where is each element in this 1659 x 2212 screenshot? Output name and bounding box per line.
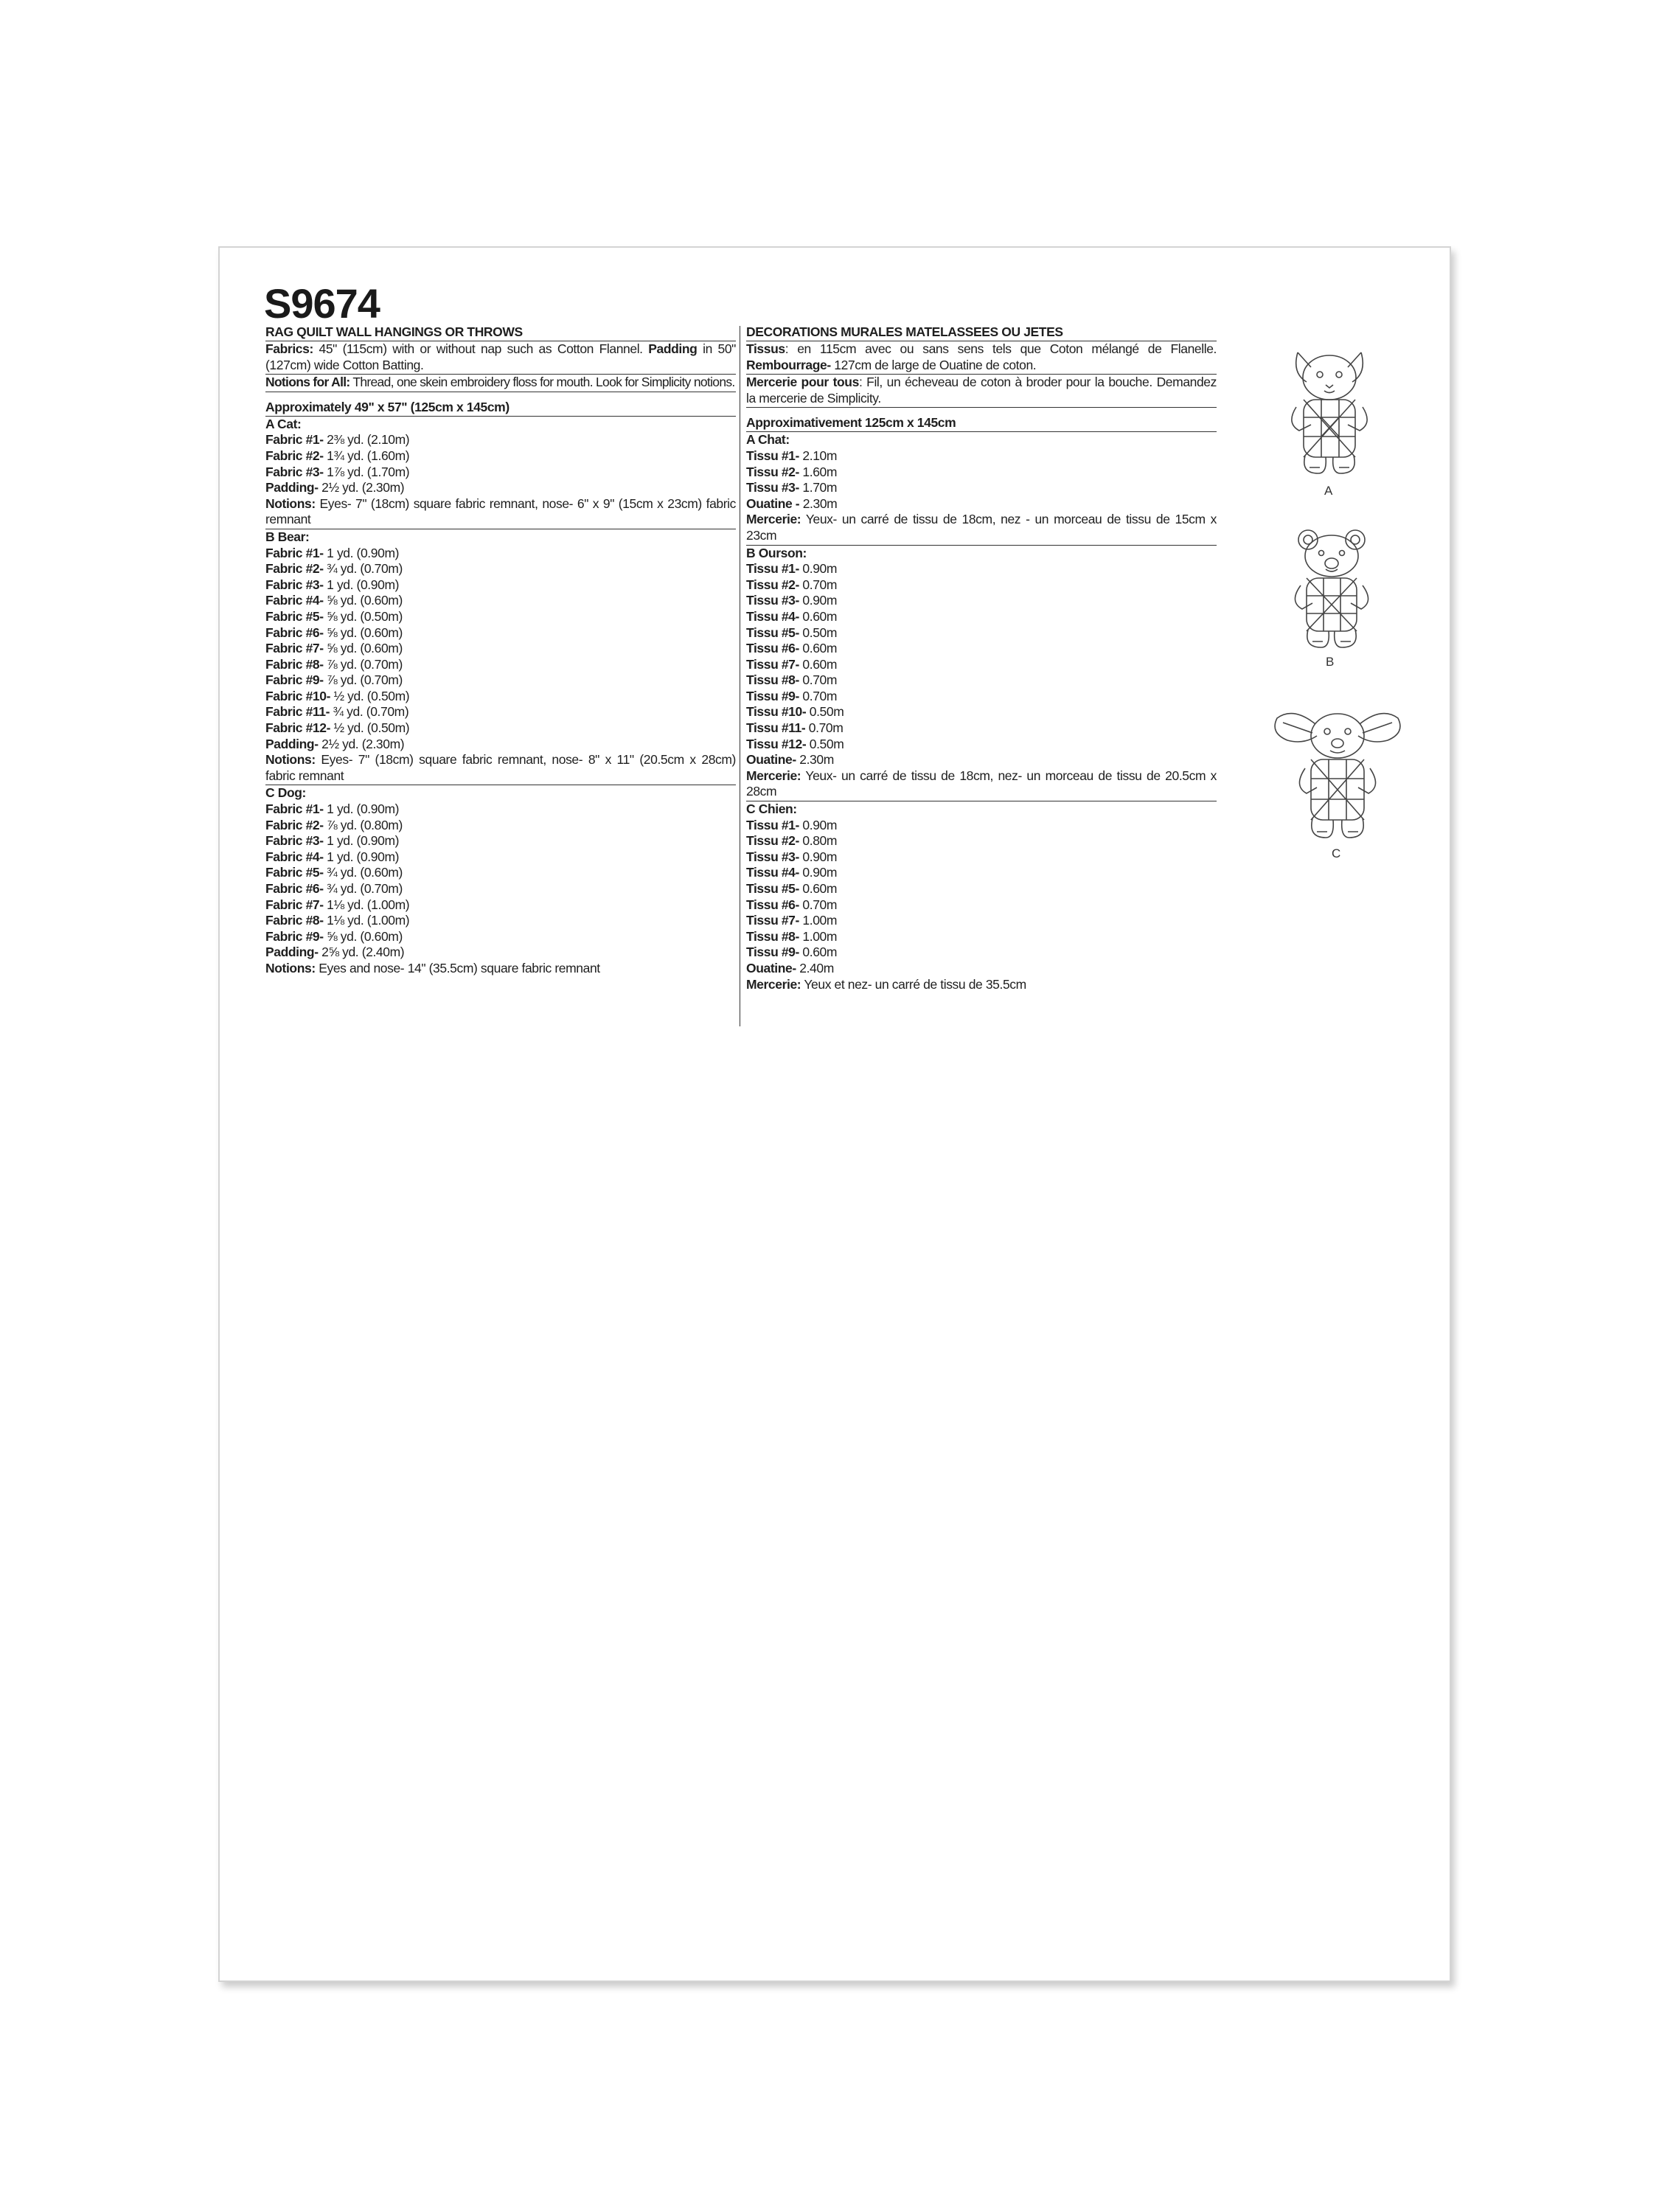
notions-text: Thread, one skein embroidery floss for mouth. Look for Simplicity notions. [349,375,735,390]
requirement-row [265,865,736,881]
requirement-value: ½ yd. (0.50m) [330,720,410,736]
requirement-label: Tissu #7- [746,913,799,928]
requirement-row [265,818,736,834]
requirement-value: ¾ yd. (0.70m) [330,704,409,720]
requirement-label: Tissu #1- [746,561,799,577]
requirement-row [746,704,1217,720]
requirement-row [265,480,736,496]
requirement-label: Fabric #7- [265,641,324,656]
requirement-row [746,881,1217,897]
finished-size: Approximately 49" x 57" (125cm x 145cm) [265,400,736,417]
cat-quilt-icon [1281,344,1377,498]
mercerie-paragraph [746,375,1217,406]
requirement-value: 0.80m [799,833,838,849]
requirement-label: Notions: [265,495,316,511]
view-label-c: C [1332,846,1341,860]
requirement-row [746,577,1217,594]
requirement-value: ½ yd. (0.50m) [330,688,410,703]
requirement-value: Yeux- un carré de tissu de 18cm, nez- un morceau de tissu de 20.5cm x 28cm [746,768,1217,799]
requirement-row [265,689,736,705]
requirement-row [746,752,1217,768]
requirement-row [265,833,736,849]
requirement-value: 2.30m [799,495,838,511]
requirement-label: Tissu #9- [746,688,799,703]
requirement-label: Tissu #5- [746,881,799,896]
requirement-value: 0.90m [799,593,838,608]
requirement-row [746,465,1217,481]
requirement-row [265,720,736,737]
requirement-value: 0.60m [799,945,838,960]
requirement-value: 1 yd. (0.90m) [323,833,400,849]
view-heading: A Cat: [265,416,302,431]
requirement-label: Ouatine- [746,960,796,975]
mercerie-text: : Fil, un écheveau de coton à broder pour la bouche. Demandez la mercerie de Simplicity. [746,375,1217,406]
requirement-label: Fabric #2- [265,448,324,463]
requirement-row [746,496,1217,512]
requirement-label: Tissu #2- [746,833,799,849]
requirement-label: Fabric #1- [265,545,324,560]
requirement-row [746,641,1217,657]
requirement-value: 1.00m [799,928,838,944]
requirement-row [746,913,1217,929]
view-heading: A Chat: [746,432,790,448]
requirement-label: Tissu #11- [746,720,806,736]
requirement-value: 1⅞ yd. (1.70m) [323,464,410,479]
requirement-row [746,672,1217,689]
requirement-label: Tissu #7- [746,656,799,672]
requirement-value: ¾ yd. (0.60m) [323,865,403,880]
requirement-row [746,561,1217,577]
requirements-block [746,432,1217,545]
requirement-label: Tissu #8- [746,928,799,944]
requirement-row [746,945,1217,961]
requirement-value: 0.50m [806,736,844,751]
requirement-row [746,657,1217,673]
requirement-label: Tissu #6- [746,641,799,656]
notions-label: Notions for All: [265,375,350,390]
requirement-value: 0.70m [799,688,838,703]
requirement-value: 2½ yd. (2.30m) [318,736,405,751]
requirement-label: Tissu #4- [746,608,799,624]
mercerie-label: Mercerie pour tous [746,375,859,390]
requirement-label: Tissu #2- [746,464,799,479]
requirement-label: Fabric #4- [265,849,324,864]
requirement-label: Padding- [265,945,319,960]
requirement-value: 0.90m [799,865,838,880]
requirement-row [746,720,1217,737]
requirement-value: 1.60m [799,464,838,479]
requirement-label: Fabric #3- [265,577,324,592]
requirement-label: Fabric #12- [265,720,331,736]
requirement-value: Eyes and nose- 14" (35.5cm) square fabric remnant [315,960,600,975]
requirement-row [746,929,1217,945]
requirement-value: Yeux et nez- un carré de tissu de 35.5cm [801,976,1026,992]
notions-paragraph [265,375,736,391]
requirements-block [265,785,736,976]
requirement-row [265,609,736,625]
requirement-row [265,897,736,914]
requirement-value: 0.90m [799,817,838,832]
requirement-value: 0.60m [799,608,838,624]
requirement-label: Tissu #3- [746,480,799,495]
requirement-label: Fabric #3- [265,833,324,849]
requirement-value: Yeux- un carré de tissu de 18cm, nez - un morceau de tissu de 15cm x 23cm [746,512,1217,543]
requirement-label: Fabric #3- [265,464,324,479]
requirement-label: Notions: [265,960,316,975]
requirement-row [746,512,1217,543]
requirement-label: Tissu #1- [746,448,799,463]
french-views [746,432,1217,992]
requirement-label: Fabric #1- [265,432,324,448]
requirement-row [746,448,1217,465]
requirement-value: 0.70m [799,897,838,912]
requirement-row [265,641,736,657]
requirement-value: 0.60m [799,641,838,656]
requirement-row [265,913,736,929]
requirement-label: Fabric #6- [265,881,324,896]
requirement-value: ⅝ yd. (0.60m) [323,625,403,640]
requirement-label: Ouatine - [746,495,800,511]
requirement-label: Tissu #10- [746,704,807,720]
english-views [265,417,736,977]
requirements-block [265,417,736,529]
requirement-value: 0.50m [799,625,838,640]
requirement-row [265,929,736,945]
requirement-label: Tissu #6- [746,897,799,912]
requirement-value: 2.10m [799,448,838,463]
requirement-label: Tissu #3- [746,849,799,864]
view-heading: C Dog: [265,785,306,801]
view-label-b: B [1326,655,1335,669]
requirement-label: Tissu #9- [746,945,799,960]
requirement-value: 0.70m [805,720,844,736]
view-heading: C Chien: [746,801,797,817]
requirement-label: Fabric #10- [265,688,331,703]
requirement-value: 1¾ yd. (1.60m) [323,448,410,463]
dog-quilt-icon [1271,706,1404,860]
requirement-value: 2.40m [796,960,834,975]
requirement-value: 0.90m [799,561,838,577]
requirement-value: 2⅝ yd. (2.40m) [318,945,405,960]
requirement-value: ⅝ yd. (0.60m) [323,928,403,944]
rembourrage-text: 127cm de large de Ouatine de coton. [830,357,1037,372]
view-heading: B Bear: [265,529,310,544]
title-fr: DECORATIONS MURALES MATELASSEES OU JETES [746,324,1217,341]
requirement-row [746,625,1217,641]
requirement-label: Mercerie: [746,768,801,783]
english-column [265,324,736,977]
requirement-value: 1.00m [799,913,838,928]
requirement-label: Tissu #4- [746,865,799,880]
requirement-label: Tissu #2- [746,577,799,592]
requirement-label: Fabric #1- [265,801,324,817]
requirement-row [265,465,736,481]
tissus-text: : en 115cm avec ou sans sens tels que Coton mélangé de Flanelle. [785,341,1217,356]
requirement-row [265,577,736,594]
requirement-row [265,496,736,528]
requirement-row [746,480,1217,496]
requirement-value: ⅝ yd. (0.60m) [323,641,403,656]
requirement-label: Ouatine- [746,752,796,768]
requirement-row [265,672,736,689]
requirement-row [265,704,736,720]
requirement-value: 1 yd. (0.90m) [323,801,400,817]
requirement-row [746,897,1217,914]
requirement-value: ¾ yd. (0.70m) [323,881,403,896]
requirement-label: Fabric #2- [265,817,324,832]
requirement-value: 0.50m [806,704,844,720]
title-en: RAG QUILT WALL HANGINGS OR THROWS [265,324,736,341]
requirement-row [746,977,1217,993]
requirement-row [746,609,1217,625]
padding-label: Padding [648,341,698,356]
requirement-label: Fabric #5- [265,865,324,880]
requirement-row [265,737,736,753]
requirement-label: Fabric #6- [265,625,324,640]
padding-text: in 50" (127cm) wide Cotton Batting. [265,341,736,372]
requirement-row [265,961,736,977]
requirement-value: 0.70m [799,672,838,688]
requirement-label: Fabric #5- [265,608,324,624]
requirement-value: 1⅛ yd. (1.00m) [323,913,410,928]
fabrics-label: Fabrics: [265,341,313,356]
requirement-label: Mercerie: [746,976,801,992]
requirement-row [265,625,736,641]
requirement-value: Eyes- 7" (18cm) square fabric remnant, nose- 8" x 11" (20.5cm x 28cm) fabric remnant [265,752,736,783]
requirement-row [265,561,736,577]
requirement-label: Padding- [265,480,319,495]
requirement-label: Fabric #2- [265,561,324,577]
requirement-value: 1 yd. (0.90m) [323,849,400,864]
requirement-label: Tissu #3- [746,593,799,608]
requirement-row [746,833,1217,849]
requirement-value: 2½ yd. (2.30m) [318,480,405,495]
requirement-row [265,801,736,818]
fabrics-paragraph [265,341,736,373]
requirement-row [265,945,736,961]
requirement-value: ⅞ yd. (0.70m) [323,672,403,688]
requirement-row [265,448,736,465]
requirement-value: 0.70m [799,577,838,592]
requirement-value: 2.30m [796,752,834,768]
requirement-value: 0.60m [799,656,838,672]
requirement-label: Mercerie: [746,512,801,527]
spacer [746,408,1217,415]
view-heading: B Ourson: [746,545,807,560]
requirement-value: 1⅛ yd. (1.00m) [323,897,410,912]
requirement-row [265,593,736,609]
requirement-label: Fabric #8- [265,656,324,672]
view-illustrations [1271,341,1404,860]
requirement-value: ⅝ yd. (0.60m) [323,593,403,608]
requirement-value: ⅞ yd. (0.80m) [323,817,403,832]
bear-quilt-icon [1286,525,1377,669]
requirement-label: Fabric #4- [265,593,324,608]
french-column [746,324,1217,992]
requirement-value: 0.60m [799,881,838,896]
requirement-row [265,432,736,448]
requirement-label: Tissu #5- [746,625,799,640]
requirement-label: Tissu #8- [746,672,799,688]
requirements-block [746,546,1217,802]
pattern-number: S9674 [264,280,380,327]
requirement-value: 0.90m [799,849,838,864]
requirement-value: 1 yd. (0.90m) [323,545,400,560]
requirement-row [265,546,736,562]
requirement-row [746,818,1217,834]
requirement-value: 1.70m [799,480,838,495]
view-label-a: A [1324,484,1333,498]
requirement-value: ¾ yd. (0.70m) [323,561,403,577]
requirement-value: ⅞ yd. (0.70m) [323,656,403,672]
requirement-label: Fabric #7- [265,897,324,912]
requirements-block [265,529,736,786]
requirement-row [746,865,1217,881]
requirement-label: Tissu #1- [746,817,799,832]
requirement-row [265,881,736,897]
requirement-row [265,849,736,866]
requirement-label: Tissu #12- [746,736,807,751]
requirement-value: ⅝ yd. (0.50m) [323,608,403,624]
requirement-row [746,768,1217,800]
requirement-value: 1 yd. (0.90m) [323,577,400,592]
requirement-label: Notions: [265,752,316,768]
requirement-row [746,737,1217,753]
rembourrage-label: Rembourrage- [746,357,831,372]
requirement-row [746,593,1217,609]
tissus-paragraph [746,341,1217,373]
requirement-label: Fabric #9- [265,928,324,944]
requirement-label: Fabric #9- [265,672,324,688]
requirement-row [265,752,736,784]
spacer [265,392,736,400]
requirement-value: 2⅜ yd. (2.10m) [323,432,410,448]
requirement-label: Fabric #8- [265,913,324,928]
requirement-label: Padding- [265,736,319,751]
requirement-row [746,689,1217,705]
requirement-value: Eyes- 7" (18cm) square fabric remnant, nose- 6" x 9" (15cm x 23cm) fabric remnant [265,495,736,527]
requirement-row [265,657,736,673]
requirement-label: Fabric #11- [265,704,330,720]
tissus-label: Tissus [746,341,785,356]
requirements-block [746,801,1217,992]
fabrics-text: 45" (115cm) with or without nap such as Cotton Flannel. [313,341,649,356]
requirement-row [746,961,1217,977]
finished-size-fr: Approximativement 125cm x 145cm [746,415,1217,432]
requirement-row [746,849,1217,866]
